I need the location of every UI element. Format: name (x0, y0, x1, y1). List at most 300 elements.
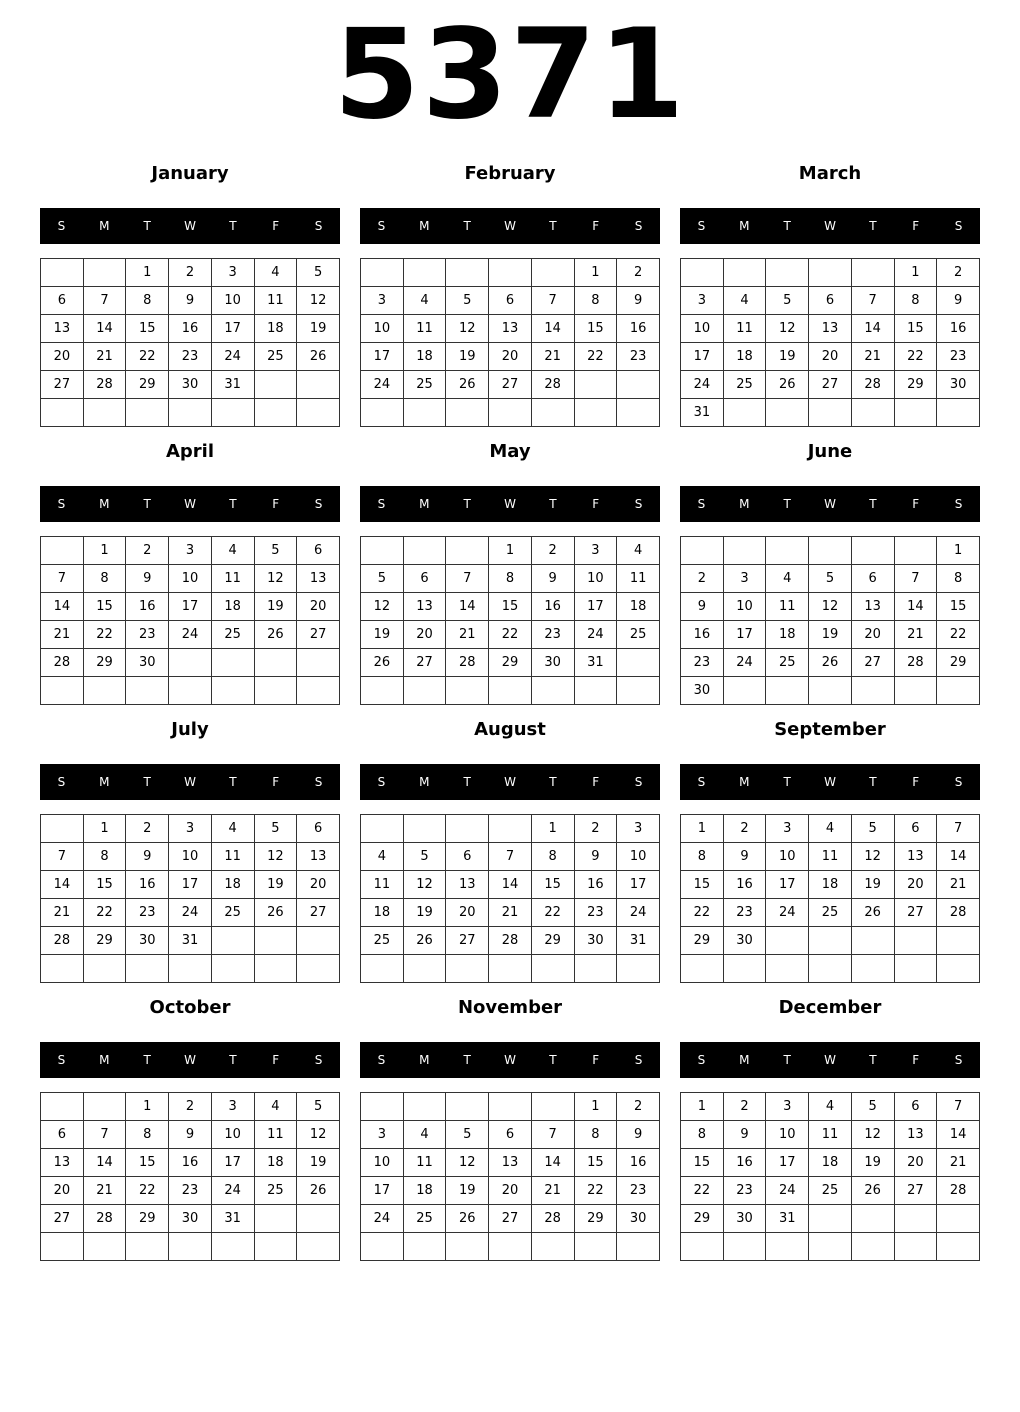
day-cell: 14 (531, 315, 574, 343)
weekday-label: T (229, 1053, 237, 1067)
day-cell: 23 (126, 899, 169, 927)
week-row (361, 343, 660, 371)
day-cell (446, 815, 489, 843)
week-row (361, 1177, 660, 1205)
day-cell: 12 (403, 871, 446, 899)
week-row (41, 1177, 340, 1205)
weekday-label: T (143, 1053, 151, 1067)
day-cell: 14 (851, 315, 894, 343)
weekday-label: W (504, 497, 516, 511)
day-cell: 1 (126, 259, 169, 287)
day-cell: 19 (766, 343, 809, 371)
day-cell (766, 537, 809, 565)
weekday-label: S (697, 219, 706, 233)
day-cell (894, 927, 937, 955)
day-cell (83, 677, 126, 705)
week-row (681, 955, 980, 983)
day-cell (254, 649, 297, 677)
day-cell: 8 (574, 287, 617, 315)
day-cell: 25 (211, 621, 254, 649)
day-cell: 17 (723, 621, 766, 649)
day-cell: 15 (574, 1149, 617, 1177)
day-cell: 19 (361, 621, 404, 649)
weekday-label: T (229, 219, 237, 233)
weekday-label: W (504, 219, 516, 233)
day-cell: 30 (126, 649, 169, 677)
day-cell: 2 (723, 1093, 766, 1121)
day-cell: 26 (403, 927, 446, 955)
day-cell (211, 677, 254, 705)
day-cell (531, 677, 574, 705)
week-row (361, 593, 660, 621)
week-row (681, 815, 980, 843)
day-cell: 16 (126, 593, 169, 621)
week-row (681, 315, 980, 343)
year-title: 5371 (333, 3, 687, 147)
day-cell: 17 (574, 593, 617, 621)
day-cell: 6 (41, 1121, 84, 1149)
day-cell: 24 (723, 649, 766, 677)
weekday-label: F (272, 497, 280, 511)
day-cell (489, 1233, 532, 1261)
day-cell: 6 (894, 815, 937, 843)
day-cell: 5 (403, 843, 446, 871)
day-cell: 15 (574, 315, 617, 343)
day-cell (681, 537, 724, 565)
day-cell: 16 (681, 621, 724, 649)
day-cell (617, 649, 660, 677)
day-cell: 5 (809, 565, 852, 593)
day-cell (169, 955, 212, 983)
day-cell: 28 (83, 371, 126, 399)
day-cell: 25 (809, 899, 852, 927)
day-cell (937, 1233, 980, 1261)
month-name: March (798, 163, 862, 184)
day-cell: 28 (531, 1205, 574, 1233)
day-cell: 27 (41, 371, 84, 399)
weekday-label: S (377, 775, 386, 789)
day-cell: 21 (83, 1177, 126, 1205)
day-cell (41, 537, 84, 565)
day-cell: 7 (937, 1093, 980, 1121)
day-cell (361, 677, 404, 705)
day-cell: 29 (531, 927, 574, 955)
day-cell: 8 (681, 843, 724, 871)
weekday-label: T (869, 775, 877, 789)
day-cell: 27 (446, 927, 489, 955)
day-cell: 4 (809, 1093, 852, 1121)
day-cell (531, 1233, 574, 1261)
day-cell: 28 (41, 927, 84, 955)
day-cell (489, 1093, 532, 1121)
day-cell: 10 (169, 565, 212, 593)
day-cell: 30 (531, 649, 574, 677)
day-cell (617, 399, 660, 427)
day-cell: 13 (894, 843, 937, 871)
day-cell: 17 (617, 871, 660, 899)
week-row (361, 1093, 660, 1121)
day-cell: 18 (361, 899, 404, 927)
day-cell (254, 1205, 297, 1233)
day-cell: 30 (617, 1205, 660, 1233)
day-cell (681, 259, 724, 287)
day-grid (40, 1092, 340, 1261)
day-cell: 29 (126, 1205, 169, 1233)
day-cell: 29 (126, 371, 169, 399)
week-row (681, 1149, 980, 1177)
day-cell: 24 (574, 621, 617, 649)
day-cell: 5 (851, 1093, 894, 1121)
week-row (41, 677, 340, 705)
weekday-header (680, 208, 980, 244)
day-cell: 19 (297, 1149, 340, 1177)
day-cell (617, 955, 660, 983)
day-cell: 8 (894, 287, 937, 315)
day-cell: 28 (894, 649, 937, 677)
day-cell (809, 259, 852, 287)
day-cell (809, 955, 852, 983)
day-cell: 4 (211, 537, 254, 565)
day-cell: 30 (169, 371, 212, 399)
week-row (681, 259, 980, 287)
day-cell (531, 955, 574, 983)
week-row (361, 1149, 660, 1177)
week-row (41, 371, 340, 399)
day-cell: 13 (809, 315, 852, 343)
day-cell: 2 (574, 815, 617, 843)
day-cell: 7 (446, 565, 489, 593)
day-cell (211, 1233, 254, 1261)
day-grid (680, 814, 980, 983)
week-row (681, 565, 980, 593)
day-grid (360, 1092, 660, 1261)
day-cell: 4 (211, 815, 254, 843)
day-cell: 4 (403, 1121, 446, 1149)
day-cell: 6 (41, 287, 84, 315)
day-cell: 14 (41, 871, 84, 899)
day-cell (446, 955, 489, 983)
day-cell (574, 955, 617, 983)
day-cell: 26 (851, 899, 894, 927)
day-cell (489, 815, 532, 843)
weekday-label: T (869, 1053, 877, 1067)
day-cell: 14 (894, 593, 937, 621)
weekday-label: M (419, 219, 430, 233)
day-cell: 18 (403, 343, 446, 371)
week-row (681, 677, 980, 705)
day-cell: 3 (766, 1093, 809, 1121)
day-cell (851, 927, 894, 955)
day-cell (403, 1093, 446, 1121)
day-cell: 14 (489, 871, 532, 899)
day-cell: 16 (169, 315, 212, 343)
weekday-header (680, 764, 980, 800)
day-cell: 28 (489, 927, 532, 955)
day-cell: 8 (489, 565, 532, 593)
day-cell: 11 (403, 315, 446, 343)
day-cell: 27 (851, 649, 894, 677)
day-cell: 12 (446, 315, 489, 343)
weekday-label: T (783, 497, 791, 511)
week-row (41, 343, 340, 371)
weekday-label: F (272, 1053, 280, 1067)
day-grid (360, 814, 660, 983)
day-cell: 13 (894, 1121, 937, 1149)
weekday-label: S (634, 497, 643, 511)
day-cell: 4 (723, 287, 766, 315)
day-cell: 13 (489, 315, 532, 343)
weekday-label: T (143, 497, 151, 511)
day-cell: 2 (723, 815, 766, 843)
day-cell (851, 677, 894, 705)
week-row (361, 371, 660, 399)
day-cell: 8 (83, 565, 126, 593)
day-cell: 6 (489, 287, 532, 315)
day-cell (83, 1233, 126, 1261)
day-cell: 15 (681, 1149, 724, 1177)
day-cell: 16 (574, 871, 617, 899)
day-cell (83, 955, 126, 983)
day-cell (361, 815, 404, 843)
day-cell (126, 1233, 169, 1261)
day-cell (41, 955, 84, 983)
week-row (41, 955, 340, 983)
day-cell: 4 (809, 815, 852, 843)
day-cell (297, 955, 340, 983)
month-name: October (149, 997, 231, 1018)
day-cell: 20 (403, 621, 446, 649)
day-cell: 2 (681, 565, 724, 593)
day-cell: 27 (489, 371, 532, 399)
day-cell: 11 (809, 1121, 852, 1149)
weekday-label: T (869, 497, 877, 511)
day-grid (40, 258, 340, 427)
day-cell: 17 (169, 871, 212, 899)
day-cell (894, 955, 937, 983)
month-name: February (464, 163, 556, 184)
day-cell (574, 677, 617, 705)
day-cell: 8 (937, 565, 980, 593)
day-cell (766, 955, 809, 983)
day-cell (617, 371, 660, 399)
day-grid (40, 536, 340, 705)
week-row (361, 565, 660, 593)
day-cell (446, 677, 489, 705)
day-cell: 26 (446, 371, 489, 399)
day-grid (680, 1092, 980, 1261)
day-cell (297, 399, 340, 427)
day-cell: 23 (169, 343, 212, 371)
week-row (41, 399, 340, 427)
day-cell (766, 1233, 809, 1261)
day-cell: 3 (681, 287, 724, 315)
day-cell: 26 (254, 899, 297, 927)
day-cell: 12 (851, 843, 894, 871)
day-cell (766, 259, 809, 287)
day-cell: 3 (361, 1121, 404, 1149)
weekday-label: S (954, 497, 963, 511)
day-cell: 31 (169, 927, 212, 955)
day-cell: 6 (851, 565, 894, 593)
day-cell: 15 (83, 871, 126, 899)
day-cell (809, 537, 852, 565)
day-cell: 1 (574, 1093, 617, 1121)
day-cell: 15 (894, 315, 937, 343)
day-cell: 21 (531, 1177, 574, 1205)
day-grid (360, 258, 660, 427)
day-cell: 5 (297, 1093, 340, 1121)
week-row (41, 1205, 340, 1233)
day-cell: 1 (531, 815, 574, 843)
day-cell: 1 (489, 537, 532, 565)
day-cell (41, 815, 84, 843)
day-cell (723, 677, 766, 705)
day-cell (681, 955, 724, 983)
month-name: September (774, 719, 886, 740)
weekday-label: W (184, 1053, 196, 1067)
day-cell: 13 (446, 871, 489, 899)
day-cell: 7 (851, 287, 894, 315)
week-row (41, 1121, 340, 1149)
day-cell (126, 955, 169, 983)
day-cell: 26 (851, 1177, 894, 1205)
weekday-label: S (57, 219, 66, 233)
day-cell: 11 (809, 843, 852, 871)
day-cell: 12 (361, 593, 404, 621)
day-cell (211, 649, 254, 677)
week-row (361, 899, 660, 927)
day-cell: 4 (254, 1093, 297, 1121)
day-cell: 14 (83, 315, 126, 343)
day-cell: 18 (723, 343, 766, 371)
day-cell (937, 677, 980, 705)
day-cell: 17 (681, 343, 724, 371)
weekday-label: M (99, 1053, 110, 1067)
day-cell: 9 (531, 565, 574, 593)
day-cell (361, 955, 404, 983)
weekday-label: T (783, 775, 791, 789)
day-cell (489, 677, 532, 705)
day-cell (211, 399, 254, 427)
day-cell: 6 (489, 1121, 532, 1149)
day-cell (297, 677, 340, 705)
day-cell: 21 (41, 899, 84, 927)
day-cell: 23 (723, 1177, 766, 1205)
day-cell (41, 677, 84, 705)
day-cell (723, 399, 766, 427)
day-cell: 29 (489, 649, 532, 677)
day-cell (574, 371, 617, 399)
day-cell (851, 955, 894, 983)
day-cell: 2 (531, 537, 574, 565)
weekday-label: F (592, 1053, 600, 1067)
day-cell: 17 (766, 1149, 809, 1177)
day-cell: 28 (446, 649, 489, 677)
day-cell: 19 (446, 1177, 489, 1205)
day-cell: 12 (446, 1149, 489, 1177)
day-cell: 29 (574, 1205, 617, 1233)
weekday-label: W (824, 219, 836, 233)
day-cell: 9 (126, 565, 169, 593)
day-cell: 14 (937, 843, 980, 871)
week-row (41, 259, 340, 287)
day-cell: 22 (937, 621, 980, 649)
week-row (681, 593, 980, 621)
weekday-label: M (419, 497, 430, 511)
day-cell: 13 (489, 1149, 532, 1177)
day-cell: 26 (297, 1177, 340, 1205)
day-cell (809, 677, 852, 705)
day-cell: 27 (41, 1205, 84, 1233)
day-cell (531, 259, 574, 287)
day-cell: 31 (617, 927, 660, 955)
day-cell (574, 1233, 617, 1261)
day-cell: 17 (211, 315, 254, 343)
weekday-header (40, 764, 340, 800)
month-name: January (151, 163, 229, 184)
day-cell: 7 (41, 843, 84, 871)
weekday-label: W (824, 1053, 836, 1067)
day-cell: 22 (489, 621, 532, 649)
day-cell: 10 (723, 593, 766, 621)
day-cell: 10 (361, 315, 404, 343)
day-cell (126, 399, 169, 427)
day-cell: 24 (211, 343, 254, 371)
day-cell: 28 (531, 371, 574, 399)
day-cell: 19 (254, 593, 297, 621)
day-cell: 16 (531, 593, 574, 621)
day-cell: 7 (41, 565, 84, 593)
day-cell: 9 (169, 1121, 212, 1149)
month-name: April (165, 441, 215, 462)
day-cell: 26 (361, 649, 404, 677)
day-cell: 19 (254, 871, 297, 899)
week-row (681, 1233, 980, 1261)
day-cell: 3 (361, 287, 404, 315)
day-cell (809, 1233, 852, 1261)
day-cell: 12 (254, 843, 297, 871)
weekday-label: S (954, 1053, 963, 1067)
weekday-label: W (504, 1053, 516, 1067)
day-cell (766, 399, 809, 427)
day-cell (361, 1093, 404, 1121)
day-cell: 25 (617, 621, 660, 649)
day-cell: 14 (531, 1149, 574, 1177)
day-cell: 11 (766, 593, 809, 621)
weekday-header (360, 208, 660, 244)
day-cell: 9 (723, 1121, 766, 1149)
day-cell (361, 1233, 404, 1261)
day-cell: 18 (254, 1149, 297, 1177)
day-cell: 1 (681, 1093, 724, 1121)
day-cell (446, 537, 489, 565)
day-cell: 6 (297, 815, 340, 843)
day-cell (41, 1233, 84, 1261)
weekday-label: T (869, 219, 877, 233)
weekday-label: T (783, 219, 791, 233)
day-cell: 29 (894, 371, 937, 399)
day-cell: 20 (894, 871, 937, 899)
weekday-label: F (912, 219, 920, 233)
day-cell: 20 (809, 343, 852, 371)
day-cell: 16 (937, 315, 980, 343)
day-cell: 17 (361, 1177, 404, 1205)
day-cell: 31 (211, 1205, 254, 1233)
day-cell: 16 (617, 315, 660, 343)
week-row (361, 537, 660, 565)
day-cell: 29 (681, 1205, 724, 1233)
day-cell (361, 399, 404, 427)
